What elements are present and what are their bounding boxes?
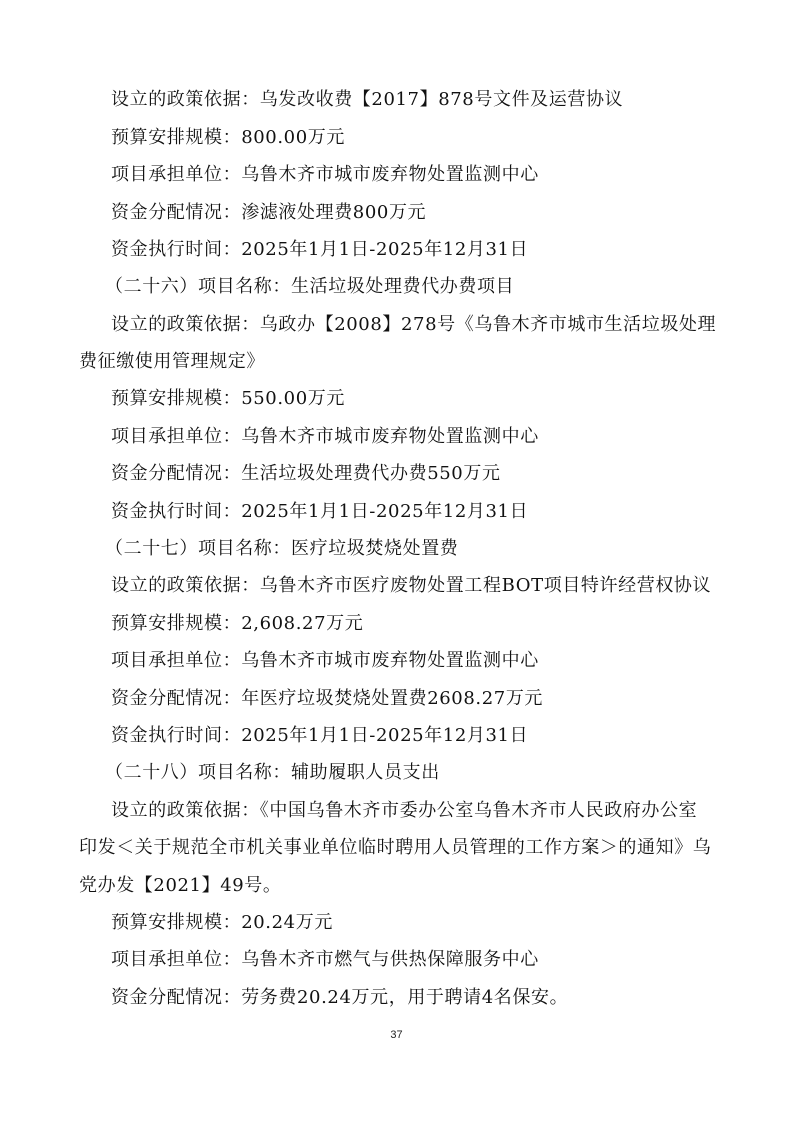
- policy-basis-continuation: 费征缴使用管理规定》: [79, 351, 265, 372]
- policy-basis-line: 设立的政策依据：乌发改收费【2017】878号文件及运营协议: [111, 89, 624, 110]
- project-heading-27: （二十七）项目名称：医疗垃圾焚烧处置费: [105, 538, 459, 559]
- execution-time-line: 资金执行时间：2025年1月1日-2025年12月31日: [111, 725, 529, 746]
- page-number: 37: [390, 1029, 403, 1041]
- policy-basis-line: 设立的政策依据：《中国乌鲁木齐市委办公室乌鲁木齐市人民政府办公室: [111, 800, 698, 821]
- policy-basis-line: 设立的政策依据：乌政办【2008】278号《乌鲁木齐市城市生活垃圾处理: [111, 314, 717, 335]
- project-heading-26: （二十六）项目名称：生活垃圾处理费代办费项目: [105, 276, 515, 297]
- budget-scale-line: 预算安排规模：20.24万元: [111, 912, 333, 933]
- responsible-unit-line: 项目承担单位：乌鲁木齐市燃气与供热保障服务中心: [111, 949, 539, 970]
- project-heading-28: （二十八）项目名称：辅助履职人员支出: [105, 762, 440, 783]
- budget-scale-line: 预算安排规模：550.00万元: [111, 388, 345, 409]
- policy-basis-line: 设立的政策依据：乌鲁木齐市医疗废物处置工程BOT项目特许经营权协议: [111, 575, 712, 596]
- responsible-unit-line: 项目承担单位：乌鲁木齐市城市废弃物处置监测中心: [111, 164, 539, 185]
- policy-basis-continuation: 党办发【2021】49号。: [79, 875, 282, 896]
- responsible-unit-line: 项目承担单位：乌鲁木齐市城市废弃物处置监测中心: [111, 650, 539, 671]
- execution-time-line: 资金执行时间：2025年1月1日-2025年12月31日: [111, 501, 529, 522]
- policy-basis-continuation: 印发＜关于规范全市机关事业单位临时聘用人员管理的工作方案＞的通知》乌: [79, 837, 712, 858]
- execution-time-line: 资金执行时间：2025年1月1日-2025年12月31日: [111, 239, 529, 260]
- fund-allocation-line: 资金分配情况：劳务费20.24万元，用于聘请4名保安。: [111, 987, 569, 1008]
- fund-allocation-line: 资金分配情况：生活垃圾处理费代办费550万元: [111, 463, 501, 484]
- budget-scale-line: 预算安排规模：2,608.27万元: [111, 613, 364, 634]
- fund-allocation-line: 资金分配情况：年医疗垃圾焚烧处置费2608.27万元: [111, 688, 544, 709]
- budget-scale-line: 预算安排规模：800.00万元: [111, 127, 345, 148]
- fund-allocation-line: 资金分配情况：渗滤液处理费800万元: [111, 202, 427, 223]
- responsible-unit-line: 项目承担单位：乌鲁木齐市城市废弃物处置监测中心: [111, 426, 539, 447]
